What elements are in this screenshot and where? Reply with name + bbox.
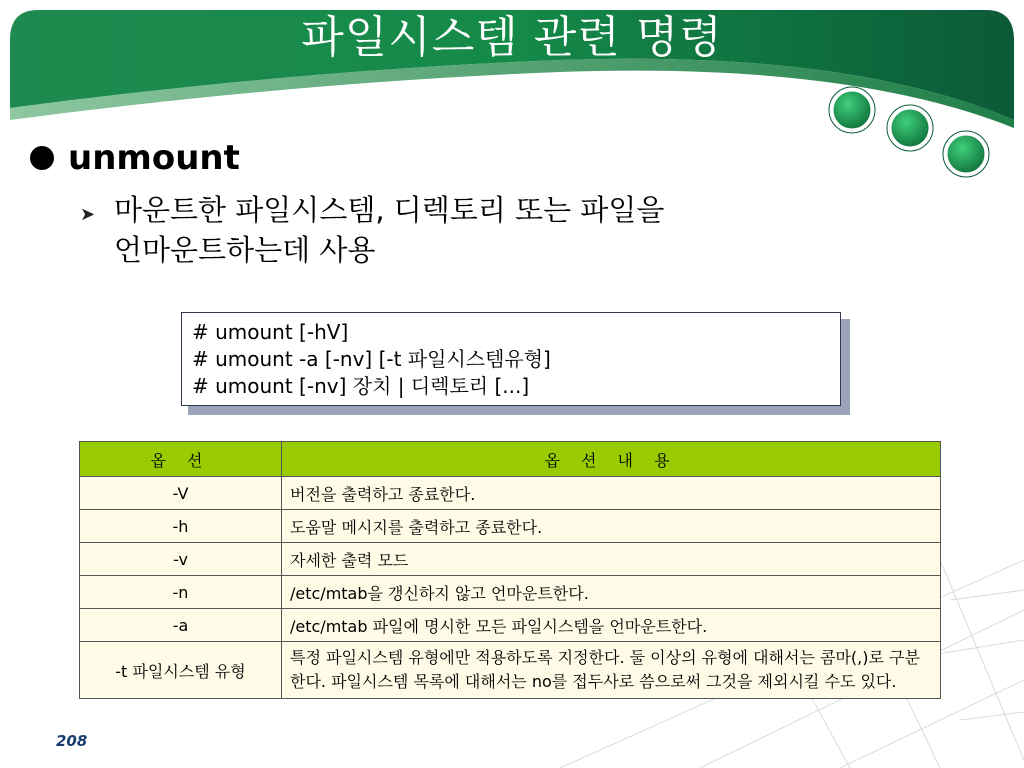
arrow-bullet-icon: ➤ xyxy=(80,204,96,225)
table-row xyxy=(80,543,941,576)
description-cell: /etc/mtab 파일에 명시한 모든 파일시스템을 언마운트한다. xyxy=(282,609,941,642)
bullet-heading: unmount xyxy=(68,138,240,178)
option-cell: -h xyxy=(80,510,282,543)
table-row xyxy=(80,609,941,642)
bullet-dot-icon xyxy=(30,146,54,170)
table-row xyxy=(80,510,941,543)
sub-bullet-text xyxy=(114,190,664,270)
sub-bullet-line: 언마운트하는데 사용 xyxy=(114,233,376,267)
code-box xyxy=(181,312,841,406)
options-table xyxy=(79,441,941,699)
page-title: 파일시스템 관련 명령 xyxy=(301,12,723,63)
sub-bullet-line: 마운트한 파일시스템, 디렉토리 또는 파일을 xyxy=(114,193,665,227)
option-cell: -t 파일시스템 유형 xyxy=(80,642,282,699)
option-cell: -v xyxy=(80,543,282,576)
table-header-row xyxy=(80,442,941,477)
table-row xyxy=(80,477,941,510)
page-number: 208 xyxy=(56,732,88,750)
circle-decoration xyxy=(820,84,1000,184)
table-row xyxy=(80,642,941,699)
option-cell: -V xyxy=(80,477,282,510)
column-header-option: 옵 션 xyxy=(80,442,282,477)
code-line: # umount -a [-nv] [-t 파일시스템유형] xyxy=(192,347,551,371)
description-cell: 버전을 출력하고 종료한다. xyxy=(282,477,941,510)
description-cell: /etc/mtab을 갱신하지 않고 언마운트한다. xyxy=(282,576,941,609)
description-cell: 특정 파일시스템 유형에만 적용하도록 지정한다. 둘 이상의 유형에 대해서는 콤마(,)로 구분한다. 파일시스템 목록에 대해서는 no를 접두사로 씀으로써 그것을 제외시킬 수도 있다. xyxy=(282,642,941,699)
table-row xyxy=(80,576,941,609)
code-line: # umount [-nv] 장치 | 디렉토리 [...] xyxy=(192,374,530,398)
bullet-item xyxy=(30,138,240,178)
sub-bullet xyxy=(80,190,664,270)
description-cell: 도움말 메시지를 출력하고 종료한다. xyxy=(282,510,941,543)
code-line: # umount [-hV] xyxy=(192,320,349,344)
column-header-description: 옵 션 내 용 xyxy=(282,442,941,477)
description-cell: 자세한 출력 모드 xyxy=(282,543,941,576)
option-cell: -a xyxy=(80,609,282,642)
option-cell: -n xyxy=(80,576,282,609)
